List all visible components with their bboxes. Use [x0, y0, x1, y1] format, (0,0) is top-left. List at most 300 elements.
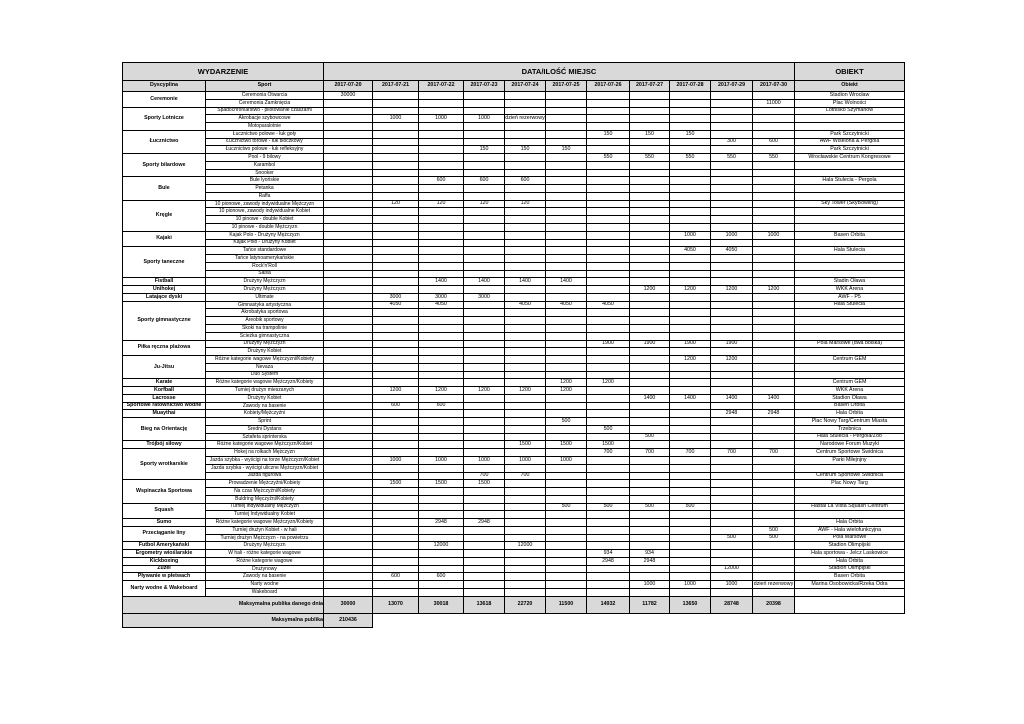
value-cell [373, 425, 419, 433]
value-cell [587, 115, 630, 123]
value-cell [373, 410, 419, 418]
value-cell [670, 161, 711, 169]
sport-cell: Motoparalotnie [206, 123, 324, 131]
sport-cell: Różne kategorie wagowe Mężczyzn/Kobiety [206, 379, 324, 387]
value-cell [464, 503, 505, 511]
value-cell: 1200 [711, 356, 753, 364]
value-cell [373, 324, 419, 332]
date-header: 2017-07-22 [419, 81, 464, 92]
value-cell [546, 309, 587, 317]
value-cell: 550 [587, 154, 630, 162]
value-cell [373, 519, 419, 527]
value-cell [587, 270, 630, 278]
value-cell [630, 379, 670, 387]
value-cell [587, 511, 630, 519]
value-cell: 500 [753, 534, 795, 542]
value-cell [753, 324, 795, 332]
value-cell [587, 92, 630, 100]
venue-cell: Stadin Oława [795, 278, 905, 286]
value-cell [630, 138, 670, 146]
venue-cell: Stadion Oława [795, 394, 905, 402]
value-cell [587, 589, 630, 597]
sport-cell: Jazda szybka - wyścigi na torze Mężczyzn/Kobiet [206, 456, 324, 464]
events-table [122, 62, 905, 628]
value-cell [630, 418, 670, 426]
summary-filler [373, 613, 905, 627]
value-cell [711, 123, 753, 131]
value-cell [753, 340, 795, 348]
sport-cell: Drużyny Mężczyzn [206, 542, 324, 550]
value-cell [753, 123, 795, 131]
sport-cell: 10 pinowe - double Mężczyzn [206, 224, 324, 232]
value-cell [587, 534, 630, 542]
value-cell [324, 200, 373, 208]
value-cell [505, 262, 546, 270]
value-cell [670, 410, 711, 418]
value-cell [753, 247, 795, 255]
table-row [123, 138, 905, 146]
value-cell: 2948 [419, 519, 464, 527]
value-cell [753, 565, 795, 573]
value-cell [505, 169, 546, 177]
value-cell [670, 495, 711, 503]
value-cell [464, 224, 505, 232]
sport-cell: Turniej drużyn mieszanych [206, 387, 324, 395]
venue-cell: Lotnisko Szymanów [795, 107, 905, 115]
value-cell [505, 107, 546, 115]
value-cell [324, 488, 373, 496]
value-cell [711, 550, 753, 558]
col-discipline: Dyscyplina [123, 81, 206, 92]
value-cell [711, 309, 753, 317]
value-cell [324, 138, 373, 146]
venue-cell: Trzebnica [795, 425, 905, 433]
venue-cell: Basen Orbita [795, 402, 905, 410]
value-cell [324, 371, 373, 379]
value-cell [753, 542, 795, 550]
sport-cell: Kajak Polo - Drużyny Mężczyzn [206, 231, 324, 239]
value-cell [373, 231, 419, 239]
venue-cell: WKK Arena [795, 387, 905, 395]
value-cell [373, 565, 419, 573]
value-cell [670, 542, 711, 550]
value-cell: 150 [670, 130, 711, 138]
value-cell [464, 402, 505, 410]
value-cell [670, 418, 711, 426]
value-cell [464, 169, 505, 177]
value-cell [324, 433, 373, 441]
daily-max-value: 30000 [324, 596, 373, 613]
daily-max-value: 28748 [711, 596, 753, 613]
value-cell [587, 107, 630, 115]
table-row [123, 356, 905, 364]
discipline-cell: Wspinaczka Sportowa [123, 480, 206, 503]
value-cell [546, 255, 587, 263]
venue-cell: Hala sportowa - Jelcz Laskowice [795, 550, 905, 558]
sport-cell: Duo System [206, 371, 324, 379]
value-cell [546, 425, 587, 433]
value-cell [546, 231, 587, 239]
value-cell [419, 565, 464, 573]
value-cell [670, 146, 711, 154]
value-cell [505, 433, 546, 441]
value-cell [711, 387, 753, 395]
value-cell [419, 309, 464, 317]
value-cell [587, 472, 630, 480]
value-cell [464, 247, 505, 255]
value-cell [630, 192, 670, 200]
value-cell: 1000 [630, 581, 670, 589]
value-cell [464, 495, 505, 503]
value-cell [711, 379, 753, 387]
value-cell: 550 [711, 154, 753, 162]
value-cell [464, 488, 505, 496]
discipline-cell: Sporty gimnastyczne [123, 301, 206, 340]
value-cell [587, 317, 630, 325]
value-cell [753, 185, 795, 193]
value-cell [373, 107, 419, 115]
table-row [123, 402, 905, 410]
value-cell [546, 526, 587, 534]
value-cell: 4050 [670, 247, 711, 255]
sport-cell: Drużyny Kobiet [206, 394, 324, 402]
value-cell [670, 123, 711, 131]
sport-cell: Tańce latynoamerykańskie [206, 255, 324, 263]
value-cell [419, 286, 464, 294]
value-cell [630, 488, 670, 496]
discipline-cell: Sporty Lotnicze [123, 107, 206, 130]
value-cell [324, 146, 373, 154]
table-row [123, 123, 905, 131]
value-cell: 120 [419, 200, 464, 208]
value-cell [324, 161, 373, 169]
sport-cell: Jazda figurowa [206, 472, 324, 480]
value-cell [587, 402, 630, 410]
table-row [123, 379, 905, 387]
sport-cell: Akrobacje szybowcowe [206, 115, 324, 123]
value-cell [464, 309, 505, 317]
value-cell: 2948 [630, 557, 670, 565]
value-cell [505, 488, 546, 496]
value-cell [546, 154, 587, 162]
value-cell [587, 581, 630, 589]
value-cell [373, 449, 419, 457]
value-cell [670, 433, 711, 441]
value-cell [711, 239, 753, 247]
sport-cell: Akrobatyka sportowa [206, 309, 324, 317]
sport-cell: Kobiety/Mężczyźni [206, 410, 324, 418]
value-cell [373, 309, 419, 317]
sport-cell: Areobik sportowy [206, 317, 324, 325]
value-cell: 934 [630, 550, 670, 558]
value-cell: 150 [505, 146, 546, 154]
value-cell [373, 138, 419, 146]
value-cell [373, 348, 419, 356]
value-cell [711, 107, 753, 115]
value-cell [753, 418, 795, 426]
sport-cell: Zawody na basenie [206, 402, 324, 410]
value-cell: 1900 [670, 340, 711, 348]
value-cell [753, 309, 795, 317]
value-cell [753, 356, 795, 364]
sport-cell: Pool - 9 bilowy [206, 154, 324, 162]
sport-cell: Na czas Mężczyźni/Kobiety [206, 488, 324, 496]
value-cell: 1500 [419, 480, 464, 488]
venue-cell: Plac Nowy Targ [795, 480, 905, 488]
value-cell [324, 216, 373, 224]
value-cell [546, 534, 587, 542]
value-cell [711, 192, 753, 200]
value-cell [419, 192, 464, 200]
value-cell [373, 495, 419, 503]
value-cell [324, 301, 373, 309]
value-cell [670, 169, 711, 177]
value-cell [670, 317, 711, 325]
value-cell: 4050 [546, 301, 587, 309]
discipline-cell: Sumo [123, 519, 206, 527]
value-cell [753, 441, 795, 449]
value-cell [373, 185, 419, 193]
value-cell [324, 441, 373, 449]
table-row [123, 317, 905, 325]
value-cell: 4050 [419, 301, 464, 309]
discipline-cell: Żużel [123, 565, 206, 573]
value-cell [711, 456, 753, 464]
value-cell [324, 418, 373, 426]
venue-cell: Hala Orbita [795, 519, 905, 527]
value-cell [324, 262, 373, 270]
value-cell [711, 348, 753, 356]
value-cell [373, 270, 419, 278]
table-row [123, 394, 905, 402]
sport-cell: Raffa [206, 192, 324, 200]
value-cell [670, 192, 711, 200]
value-cell [711, 332, 753, 340]
venue-cell: Basen Orbita [795, 231, 905, 239]
table-row [123, 495, 905, 503]
value-cell [324, 324, 373, 332]
sport-cell: Skoki na trampolinie [206, 324, 324, 332]
value-cell: 2948 [753, 410, 795, 418]
sport-cell: Ceremonia Zamknięcia [206, 99, 324, 107]
value-cell [505, 130, 546, 138]
value-cell: 1400 [670, 394, 711, 402]
summary-blank [795, 596, 905, 613]
venue-cell [795, 224, 905, 232]
value-cell: 1200 [546, 379, 587, 387]
value-cell [373, 123, 419, 131]
value-cell [630, 161, 670, 169]
value-cell [546, 177, 587, 185]
value-cell [419, 317, 464, 325]
value-cell: 1000 [711, 581, 753, 589]
venue-cell [795, 262, 905, 270]
value-cell [464, 192, 505, 200]
value-cell: 1400 [546, 278, 587, 286]
value-cell [711, 92, 753, 100]
discipline-cell: Korfball [123, 387, 206, 395]
venue-cell [795, 589, 905, 597]
value-cell [753, 192, 795, 200]
value-cell [324, 247, 373, 255]
value-cell [630, 387, 670, 395]
value-cell [711, 441, 753, 449]
value-cell [419, 216, 464, 224]
value-cell [670, 278, 711, 286]
venue-cell [795, 161, 905, 169]
value-cell [505, 340, 546, 348]
value-cell [753, 425, 795, 433]
discipline-cell: Pływanie w płetwach [123, 573, 206, 581]
value-cell [419, 231, 464, 239]
value-cell [630, 309, 670, 317]
value-cell [546, 262, 587, 270]
value-cell [546, 169, 587, 177]
venue-cell: Plac Nowy Targ/Centrum Miasta [795, 418, 905, 426]
value-cell [753, 456, 795, 464]
value-cell [670, 255, 711, 263]
discipline-cell: Bule [123, 177, 206, 200]
value-cell [373, 418, 419, 426]
value-cell [373, 92, 419, 100]
value-cell [630, 464, 670, 472]
value-cell [670, 107, 711, 115]
value-cell [324, 356, 373, 364]
value-cell [373, 332, 419, 340]
value-cell [505, 573, 546, 581]
value-cell [753, 379, 795, 387]
value-cell [630, 262, 670, 270]
sport-cell: Wakeboard [206, 589, 324, 597]
value-cell: 4050 [505, 301, 546, 309]
value-cell [505, 418, 546, 426]
table-row [123, 589, 905, 597]
value-cell [373, 177, 419, 185]
value-cell [670, 371, 711, 379]
value-cell [373, 161, 419, 169]
venue-cell [795, 488, 905, 496]
daily-max-value: 13070 [373, 596, 419, 613]
value-cell [419, 449, 464, 457]
value-cell [546, 495, 587, 503]
value-cell [464, 433, 505, 441]
table-row [123, 247, 905, 255]
value-cell [419, 550, 464, 558]
venue-cell [795, 317, 905, 325]
value-cell [373, 286, 419, 294]
value-cell [419, 425, 464, 433]
value-cell [324, 154, 373, 162]
value-cell [670, 387, 711, 395]
value-cell [670, 216, 711, 224]
value-cell [464, 363, 505, 371]
value-cell [505, 161, 546, 169]
value-cell [373, 371, 419, 379]
value-cell [711, 301, 753, 309]
value-cell: 1400 [464, 278, 505, 286]
venue-cell: Wrocławskie Centrum Kongresowe [795, 154, 905, 162]
discipline-cell: Trójbój siłowy [123, 441, 206, 449]
value-cell [711, 130, 753, 138]
value-cell: 500 [546, 503, 587, 511]
table-row [123, 542, 905, 550]
value-cell [419, 495, 464, 503]
venue-cell [795, 185, 905, 193]
value-cell [711, 519, 753, 527]
value-cell [464, 581, 505, 589]
value-cell [711, 464, 753, 472]
value-cell [587, 356, 630, 364]
daily-max-value: 22720 [505, 596, 546, 613]
value-cell [630, 425, 670, 433]
value-cell [324, 255, 373, 263]
value-cell [464, 138, 505, 146]
value-cell [546, 472, 587, 480]
value-cell [373, 255, 419, 263]
value-cell [670, 208, 711, 216]
discipline-cell: Fistball [123, 278, 206, 286]
table-row [123, 472, 905, 480]
table-row [123, 192, 905, 200]
value-cell [670, 270, 711, 278]
value-cell [505, 216, 546, 224]
value-cell [464, 557, 505, 565]
value-cell [587, 433, 630, 441]
value-cell [546, 371, 587, 379]
value-cell [464, 332, 505, 340]
value-cell: 12000 [711, 565, 753, 573]
value-cell [630, 200, 670, 208]
table-row [123, 239, 905, 247]
sport-cell: Tańce standardowe [206, 247, 324, 255]
value-cell [419, 503, 464, 511]
venue-cell: WKK Arena [795, 286, 905, 294]
table-row [123, 410, 905, 418]
value-cell: 500 [670, 503, 711, 511]
value-cell [753, 293, 795, 301]
date-header: 2017-07-20 [324, 81, 373, 92]
value-cell [630, 511, 670, 519]
value-cell [373, 247, 419, 255]
value-cell [711, 255, 753, 263]
value-cell [324, 526, 373, 534]
value-cell [419, 185, 464, 193]
value-cell [711, 278, 753, 286]
daily-max-label: Maksymalna publika danego dnia [123, 596, 324, 613]
value-cell [587, 526, 630, 534]
value-cell [505, 247, 546, 255]
value-cell [630, 589, 670, 597]
value-cell [753, 262, 795, 270]
sport-cell: Drużyny Kobiet [206, 348, 324, 356]
value-cell [546, 192, 587, 200]
venue-cell: Hala Stulecia [795, 301, 905, 309]
value-cell [419, 526, 464, 534]
value-cell [587, 278, 630, 286]
sport-cell: Różne kategorie wagowe Mężczyzn/Kobiet [206, 441, 324, 449]
value-cell [464, 99, 505, 107]
value-cell: 1000 [464, 115, 505, 123]
value-cell [670, 262, 711, 270]
table-row [123, 154, 905, 162]
value-cell [630, 115, 670, 123]
value-cell [587, 480, 630, 488]
discipline-cell: Muaythai [123, 410, 206, 418]
value-cell [670, 511, 711, 519]
discipline-cell: Sportowe ratownictwo wodne [123, 402, 206, 410]
value-cell [505, 208, 546, 216]
table-row [123, 418, 905, 426]
